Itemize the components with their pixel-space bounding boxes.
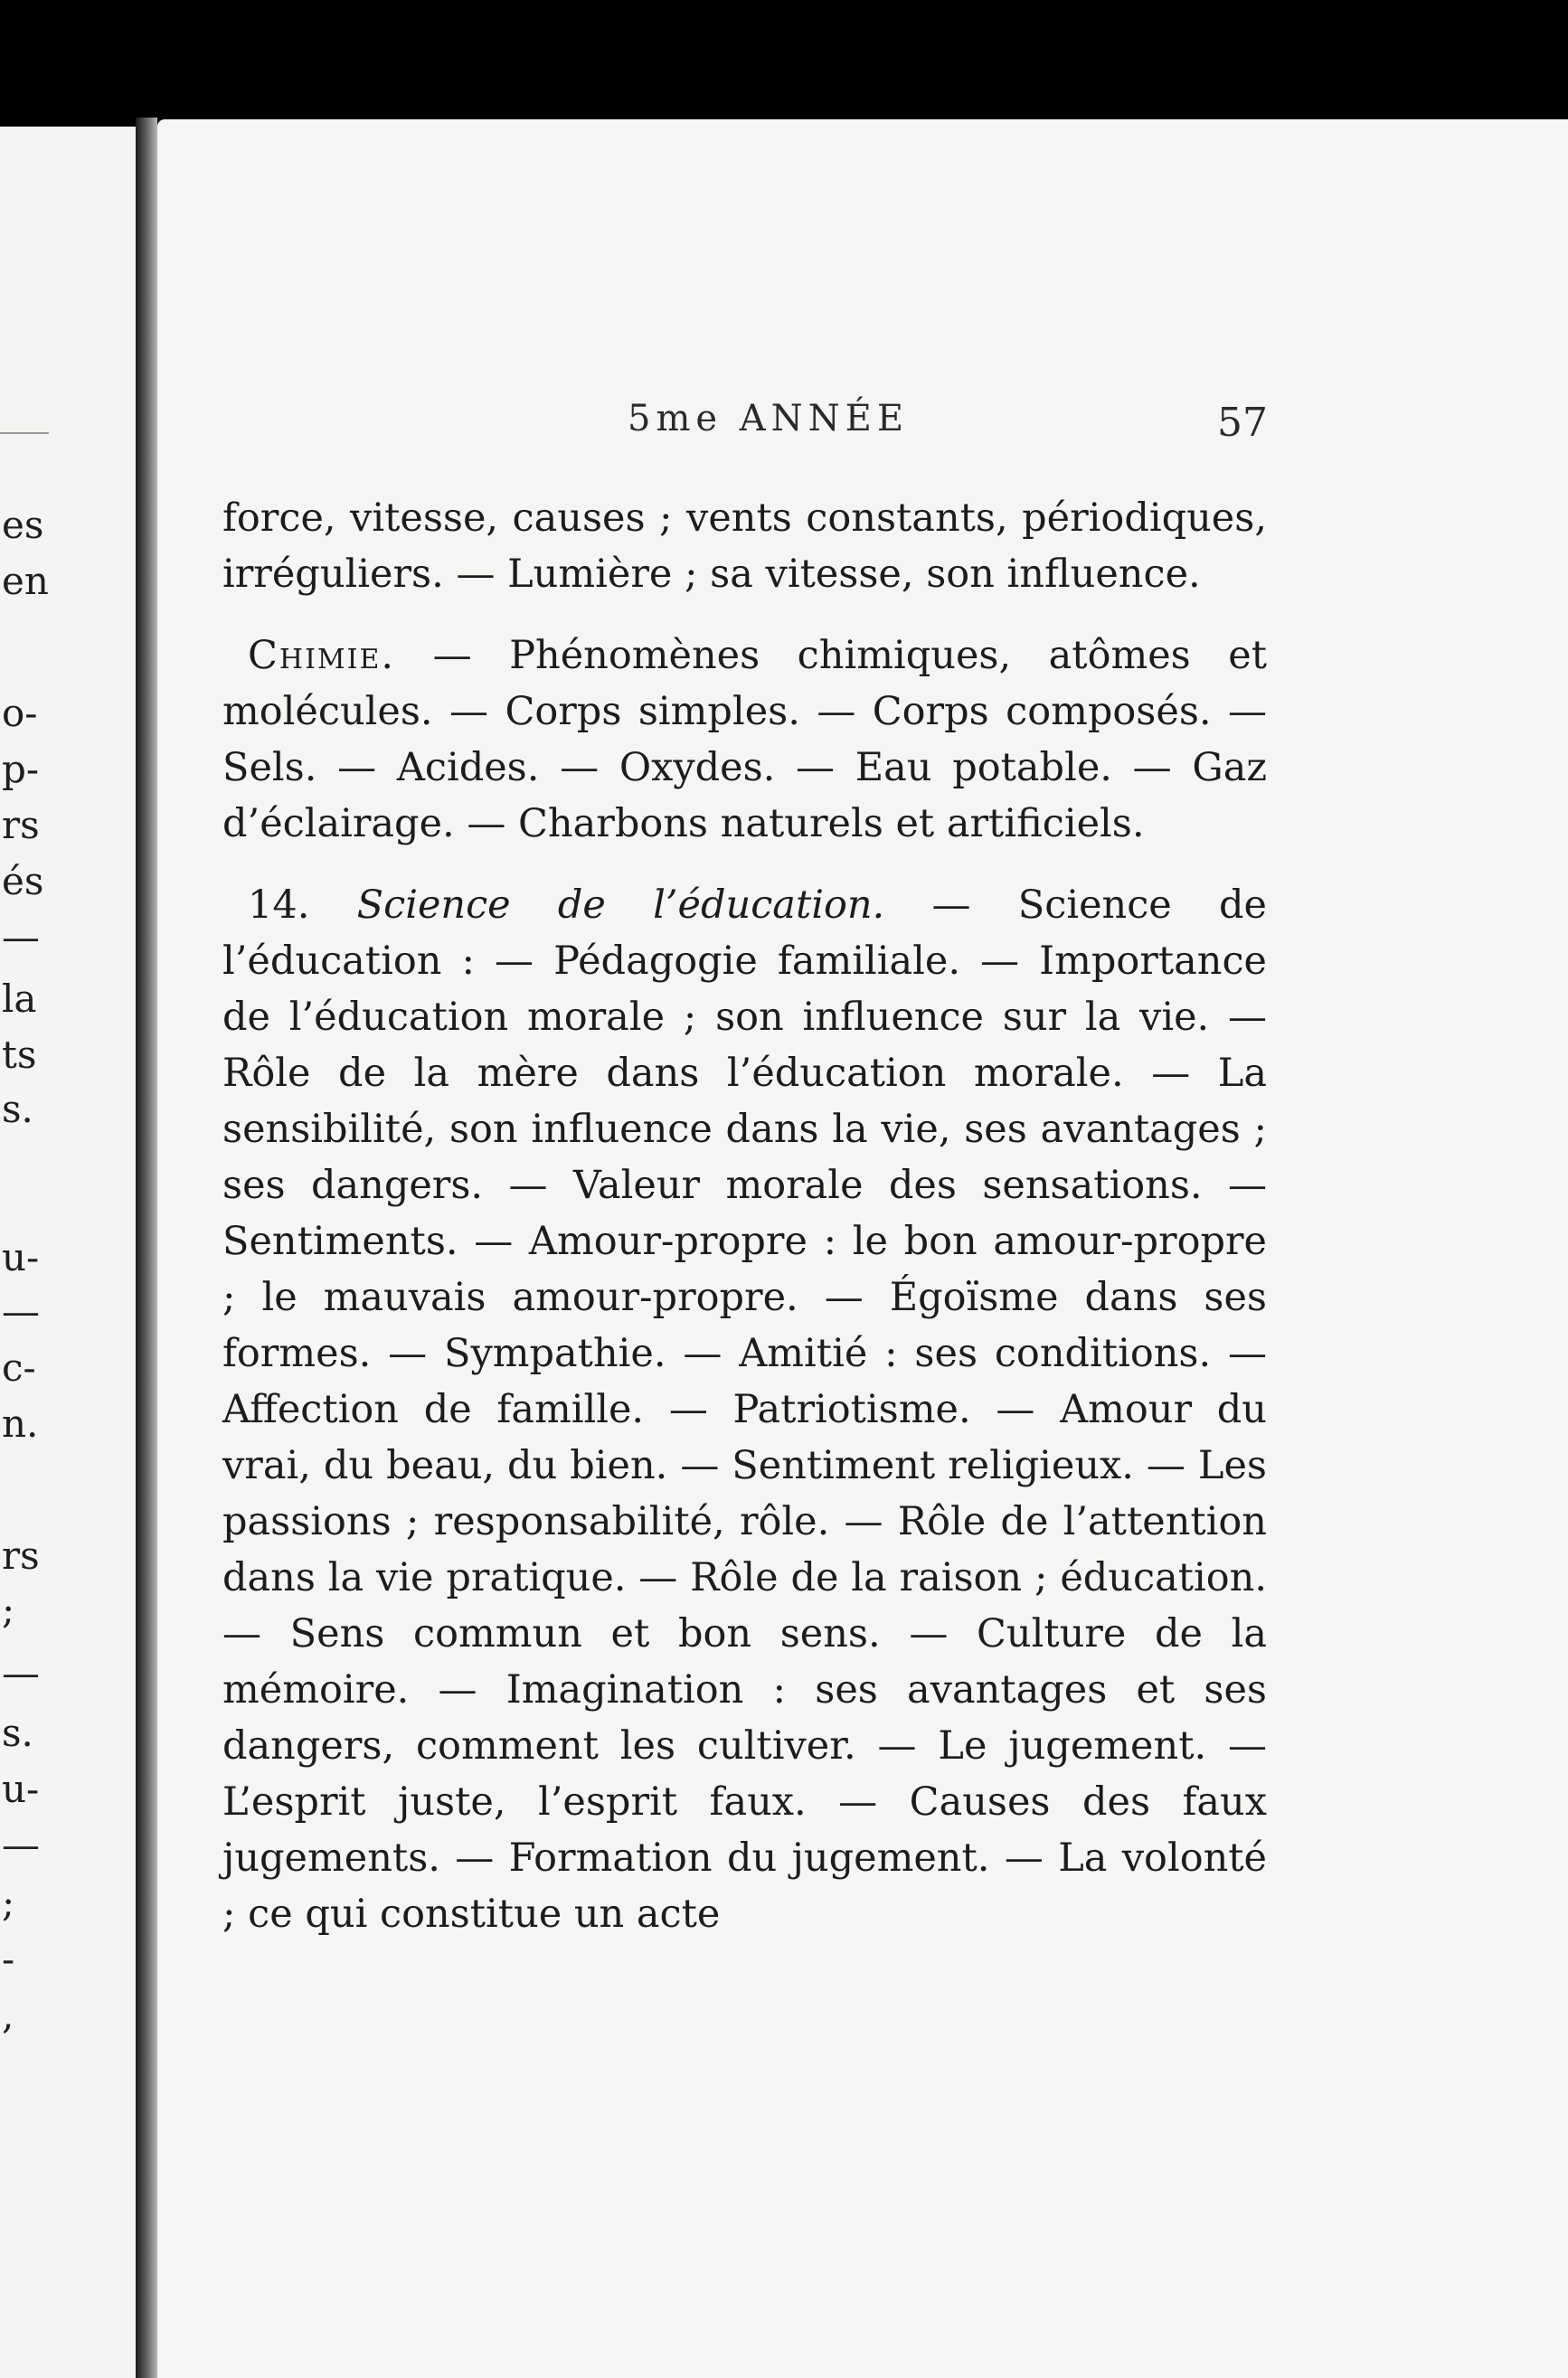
facing-page-fragment: en [2, 559, 49, 603]
page-body [222, 490, 1267, 1942]
paragraph-chimie-text: — Phénomènes chimiques, atômes et molécules. — Corps simples. — Corps composés. — Sels. — Acides. — Oxydes. — Eau potable. — Gaz d’éclairage. — Charbons naturels et artificiels. [222, 633, 1267, 846]
facing-page-fragment: la [2, 977, 37, 1021]
page-header [157, 382, 1268, 454]
facing-page-fragment: c- [2, 1345, 36, 1390]
page-number: 57 [1217, 400, 1268, 446]
facing-page-edge [0, 127, 136, 2378]
section-title-science-education: Science de l’éducation. [356, 882, 885, 928]
facing-page-fragment: ; [2, 1881, 15, 1925]
section-number: 14. [248, 882, 357, 928]
paragraph-chimie [222, 628, 1267, 852]
facing-page-fragment: ; [2, 1588, 15, 1632]
facing-page-fragment: s. [2, 1711, 33, 1755]
paragraph-science-education [222, 877, 1267, 1942]
facing-page-fragment: és [2, 859, 44, 903]
running-head: 5me ANNÉE [628, 398, 910, 439]
facing-page-fragment: es [2, 503, 44, 547]
facing-page-fragment: - [2, 1937, 15, 1981]
facing-page-fragment: o- [2, 691, 38, 735]
facing-page-fragment: u- [2, 1235, 40, 1279]
facing-page-fragment: ts [2, 1033, 37, 1077]
section-heading-chimie: Chimie. [248, 633, 396, 678]
book-page [157, 119, 1568, 2378]
paragraph-science-education-text: — Science de l’éducation : — Pédagogie familiale. — Importance de l’éducation morale ; son influence sur la vie. — Rôle de la mère dans l’éducation morale. — La sensibilité, son influence dans la vie, ses avantages ; ses dangers. — Valeur morale des sensations. — Sentiments. — Amour-propre : le bon amour-propre ; le mauvais amour-propre. — Égoïsme dans ses formes. — Sympathie. — Amitié : ses conditions. — Affection de famille. — Patriotisme. — Amour du vrai, du beau, du bien. — Sentiment religieux. — Les passions ; responsabilité, rôle. — Rôle de l’attention dans la vie pratique. — Rôle de la raison ; éducation. — Sens commun et bon sens. — Culture de la mémoire. — Imagination : ses avantages et ses dangers, comment les cultiver. — Le jugement. — L’esprit juste, l’esprit faux. — Causes des faux jugements. — Formation du jugement. — La volonté ; ce qui constitue un acte [222, 882, 1267, 1937]
facing-page-fragment: p- [2, 747, 40, 791]
facing-page-fragment: s. [2, 1087, 33, 1131]
facing-page-fragment: — [2, 1289, 40, 1334]
book-gutter [136, 118, 157, 2378]
facing-page-fragment: rs [2, 1533, 40, 1578]
facing-page-fragment: — [2, 1823, 40, 1867]
facing-page-fragment: — [2, 1651, 40, 1695]
facing-page-fragment: u- [2, 1767, 40, 1811]
facing-page-fragment: rs [2, 803, 40, 847]
facing-page-fragment: , [2, 1993, 14, 2037]
facing-page-fragment: n. [2, 1401, 39, 1446]
facing-page-rule [0, 432, 49, 434]
facing-page-fragment: — [2, 915, 40, 959]
paragraph-physics-continued: force, vitesse, causes ; vents constants, périodiques, irréguliers. — Lumière ; sa vitesse, son influence. [222, 495, 1267, 597]
